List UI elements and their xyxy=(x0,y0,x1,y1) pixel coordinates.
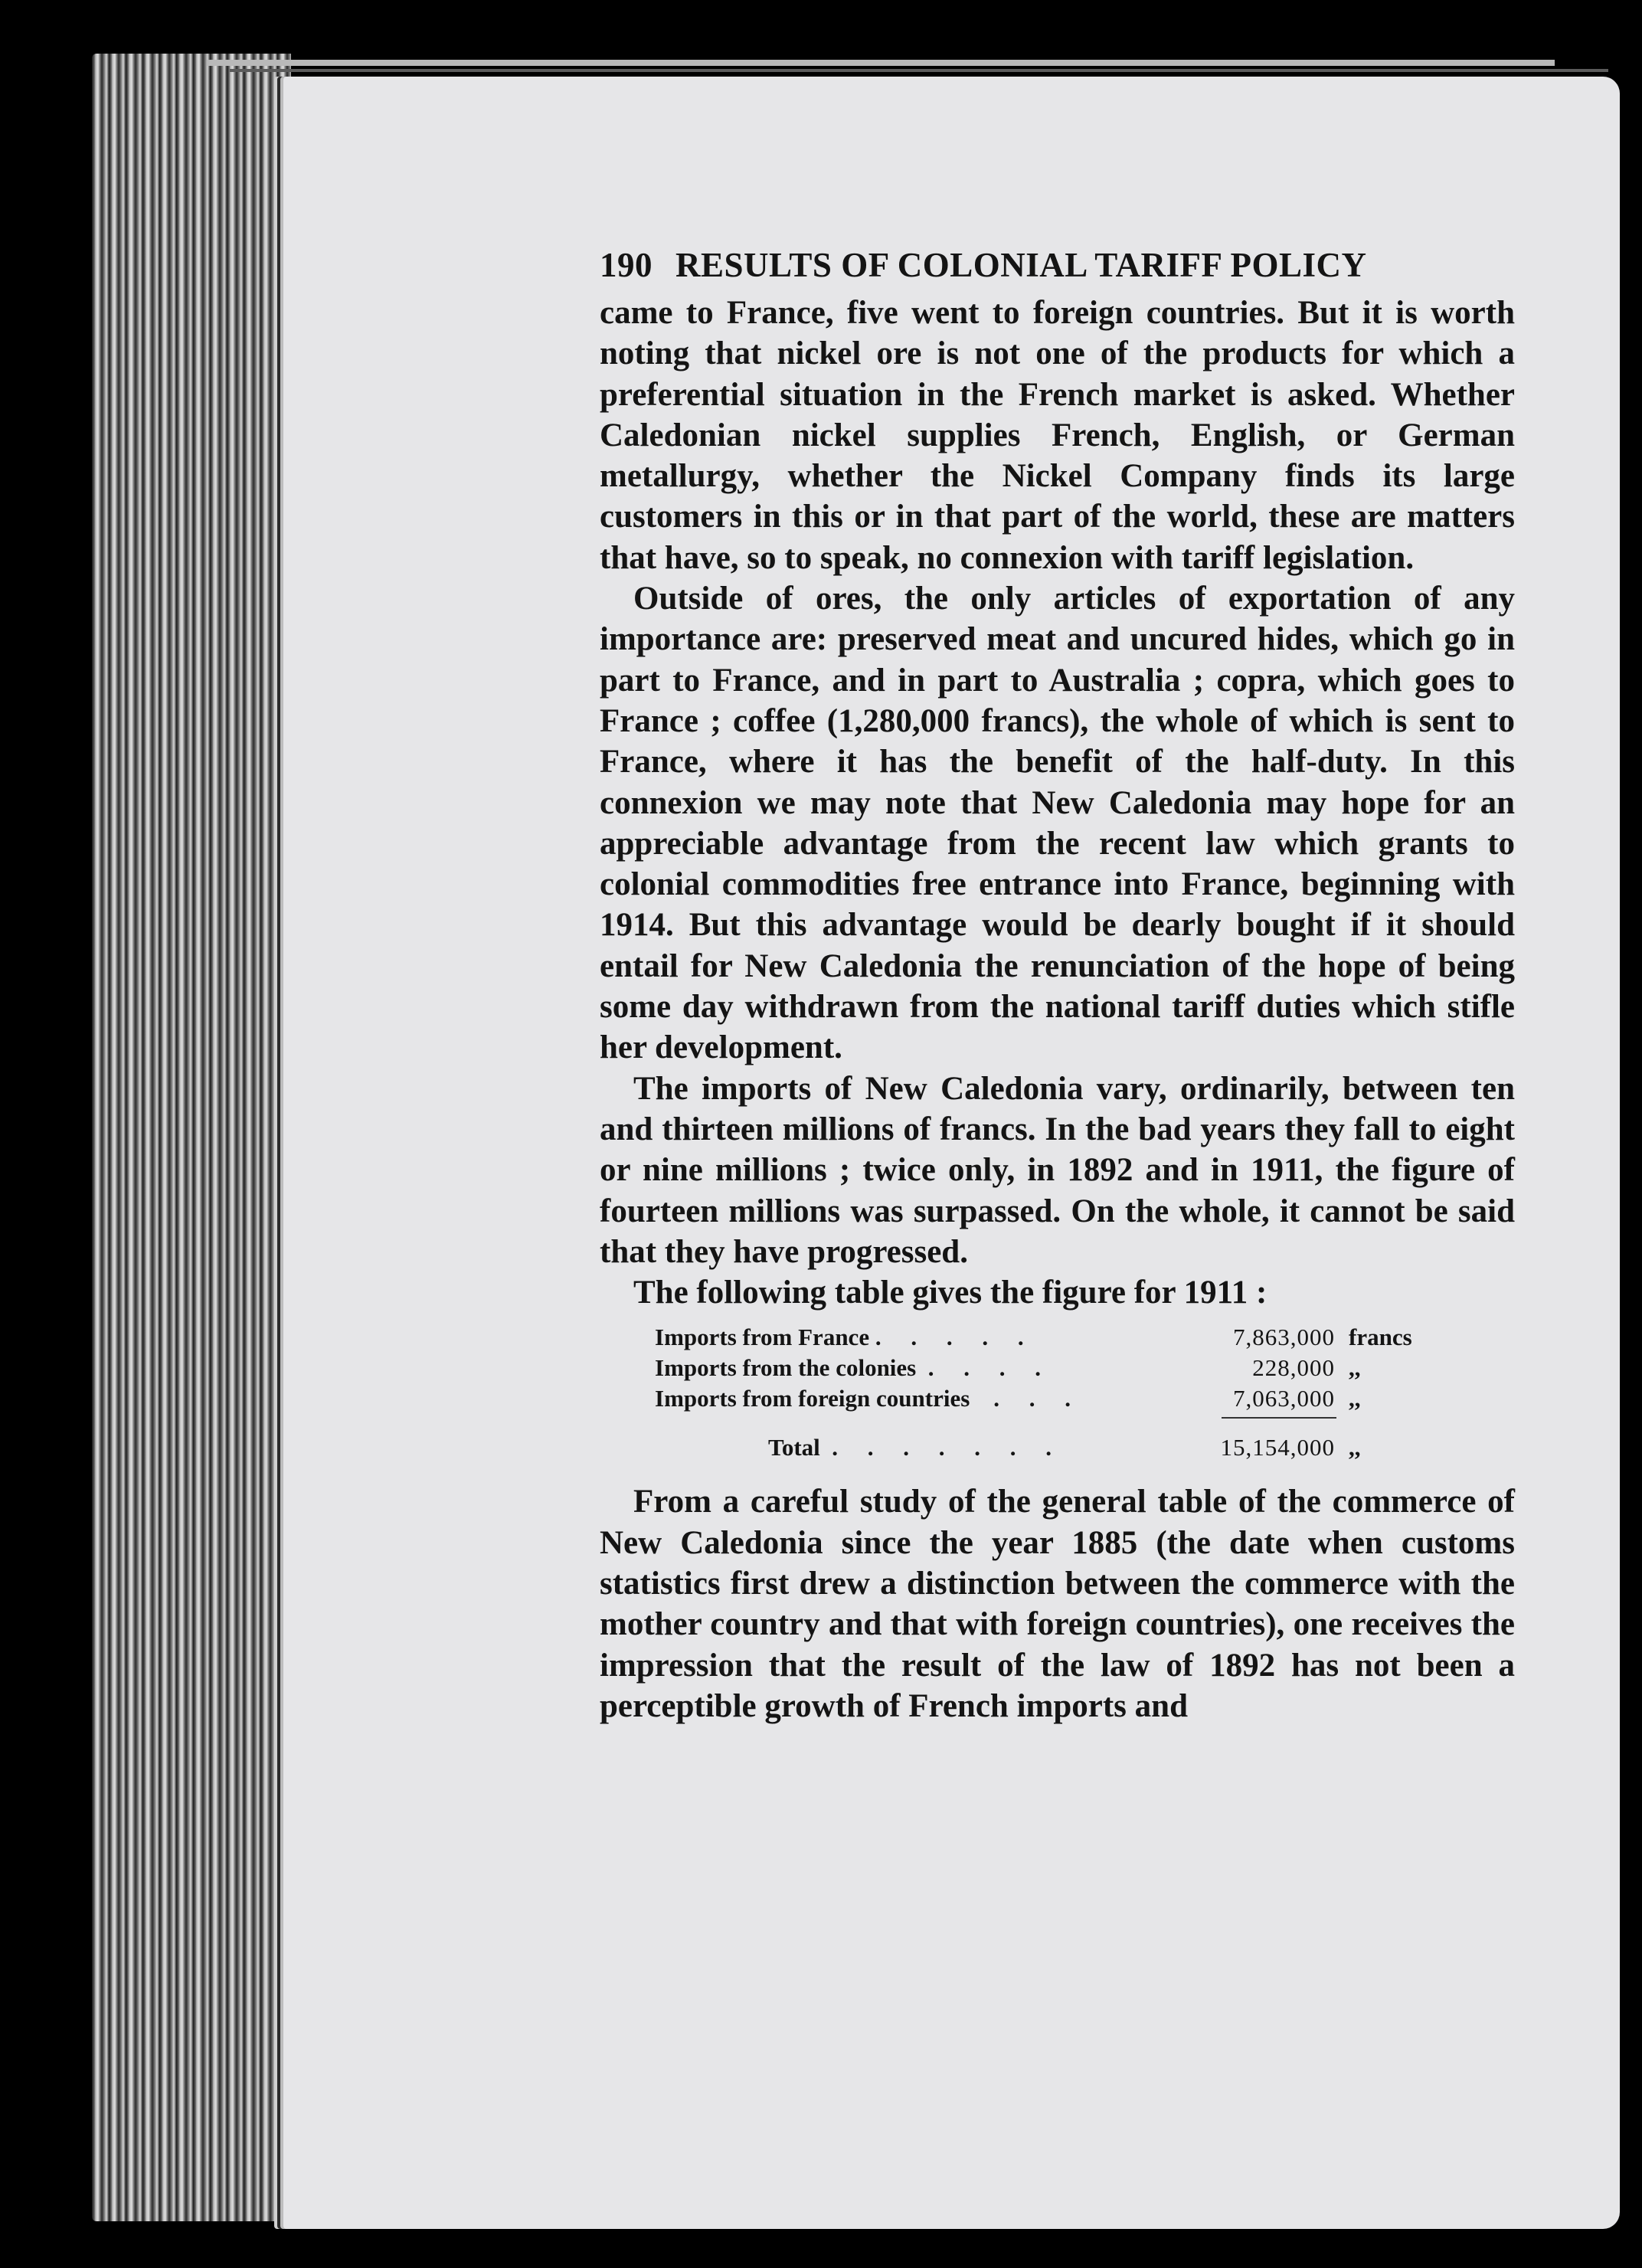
paragraph: Outside of ores, the only articles of exportation of any importance are: preserved meat and uncured hides, which go in part to France, and in part to Australia ; copra, which goes to France ; coffee (1,280,000 francs), the whole of which is sent to France, where it has the benefit of the half-duty. In this connexion we may note that New Caledonia may hope for an appreciable advantage from the recent law which grants to colonial commodities free entrance into France, beginning with 1914. But this advantage would be dearly bought if it should entail for New Caledonia the renunciation of the hope of being some day withdrawn from the national tariff duties which stifle her development. xyxy=(600,581,1515,1066)
row-unit: francs xyxy=(1349,1324,1412,1351)
paragraph: The imports of New Caledonia vary, ordinarily, between ten and thirteen millions of francs. In the bad years they fall to eight or nine millions ; twice only, in 1892 and in 1911, the figure of fourteen millions was surpassed. On the whole, it cannot be said that they have progressed. xyxy=(600,1070,1515,1270)
row-label: Imports from France . . . . . xyxy=(655,1324,1024,1351)
page-content xyxy=(600,245,1515,1726)
table-total-row xyxy=(600,1434,1515,1465)
row-unit: ,, xyxy=(1349,1354,1361,1382)
running-header xyxy=(600,245,1515,293)
row-value: 7,063,000 xyxy=(1233,1385,1335,1412)
page-top-edge xyxy=(207,60,1555,66)
row-value: 228,000 xyxy=(1252,1354,1335,1382)
table-row xyxy=(600,1385,1515,1415)
table-row xyxy=(600,1324,1515,1354)
running-title: RESULTS OF COLONIAL TARIFF POLICY xyxy=(675,246,1367,284)
total-value: 15,154,000 xyxy=(1220,1434,1335,1461)
total-label: Total . . . . . . . xyxy=(768,1434,1052,1461)
paragraph: came to France, five went to foreign countries. But it is worth noting that nickel ore is not one of the products for which a preferential situation in the French market is asked. Whether Caledonian nickel supplies French, English, or German metallurgy, whether the Nickel Company finds its large customers in this or in that part of the world, these are matters that have, so to speak, no connexion with tariff legislation. xyxy=(600,295,1515,576)
row-label: Imports from the colonies . . . . xyxy=(655,1354,1041,1382)
total-unit: ,, xyxy=(1349,1434,1361,1461)
row-unit: ,, xyxy=(1349,1385,1361,1412)
page-top-edge-shadow xyxy=(230,69,1608,72)
imports-table xyxy=(600,1324,1515,1465)
row-value: 7,863,000 xyxy=(1233,1324,1335,1351)
sum-rule xyxy=(1222,1417,1336,1419)
book-page-edges xyxy=(92,54,291,2221)
paragraph: From a careful study of the general table of the commerce of New Caledonia since the year 1885 (the date when customs statistics first drew a distinction between the commerce with the mother country and that with foreign countries), one receives the impression that the result of the law of 1892 has not been a perceptible growth of French imports and xyxy=(600,1484,1515,1724)
page-number: 190 xyxy=(600,246,653,284)
row-label: Imports from foreign countries . . . xyxy=(655,1385,1071,1412)
table-row xyxy=(600,1354,1515,1385)
paragraph: The following table gives the figure for 1911 : xyxy=(633,1275,1267,1311)
